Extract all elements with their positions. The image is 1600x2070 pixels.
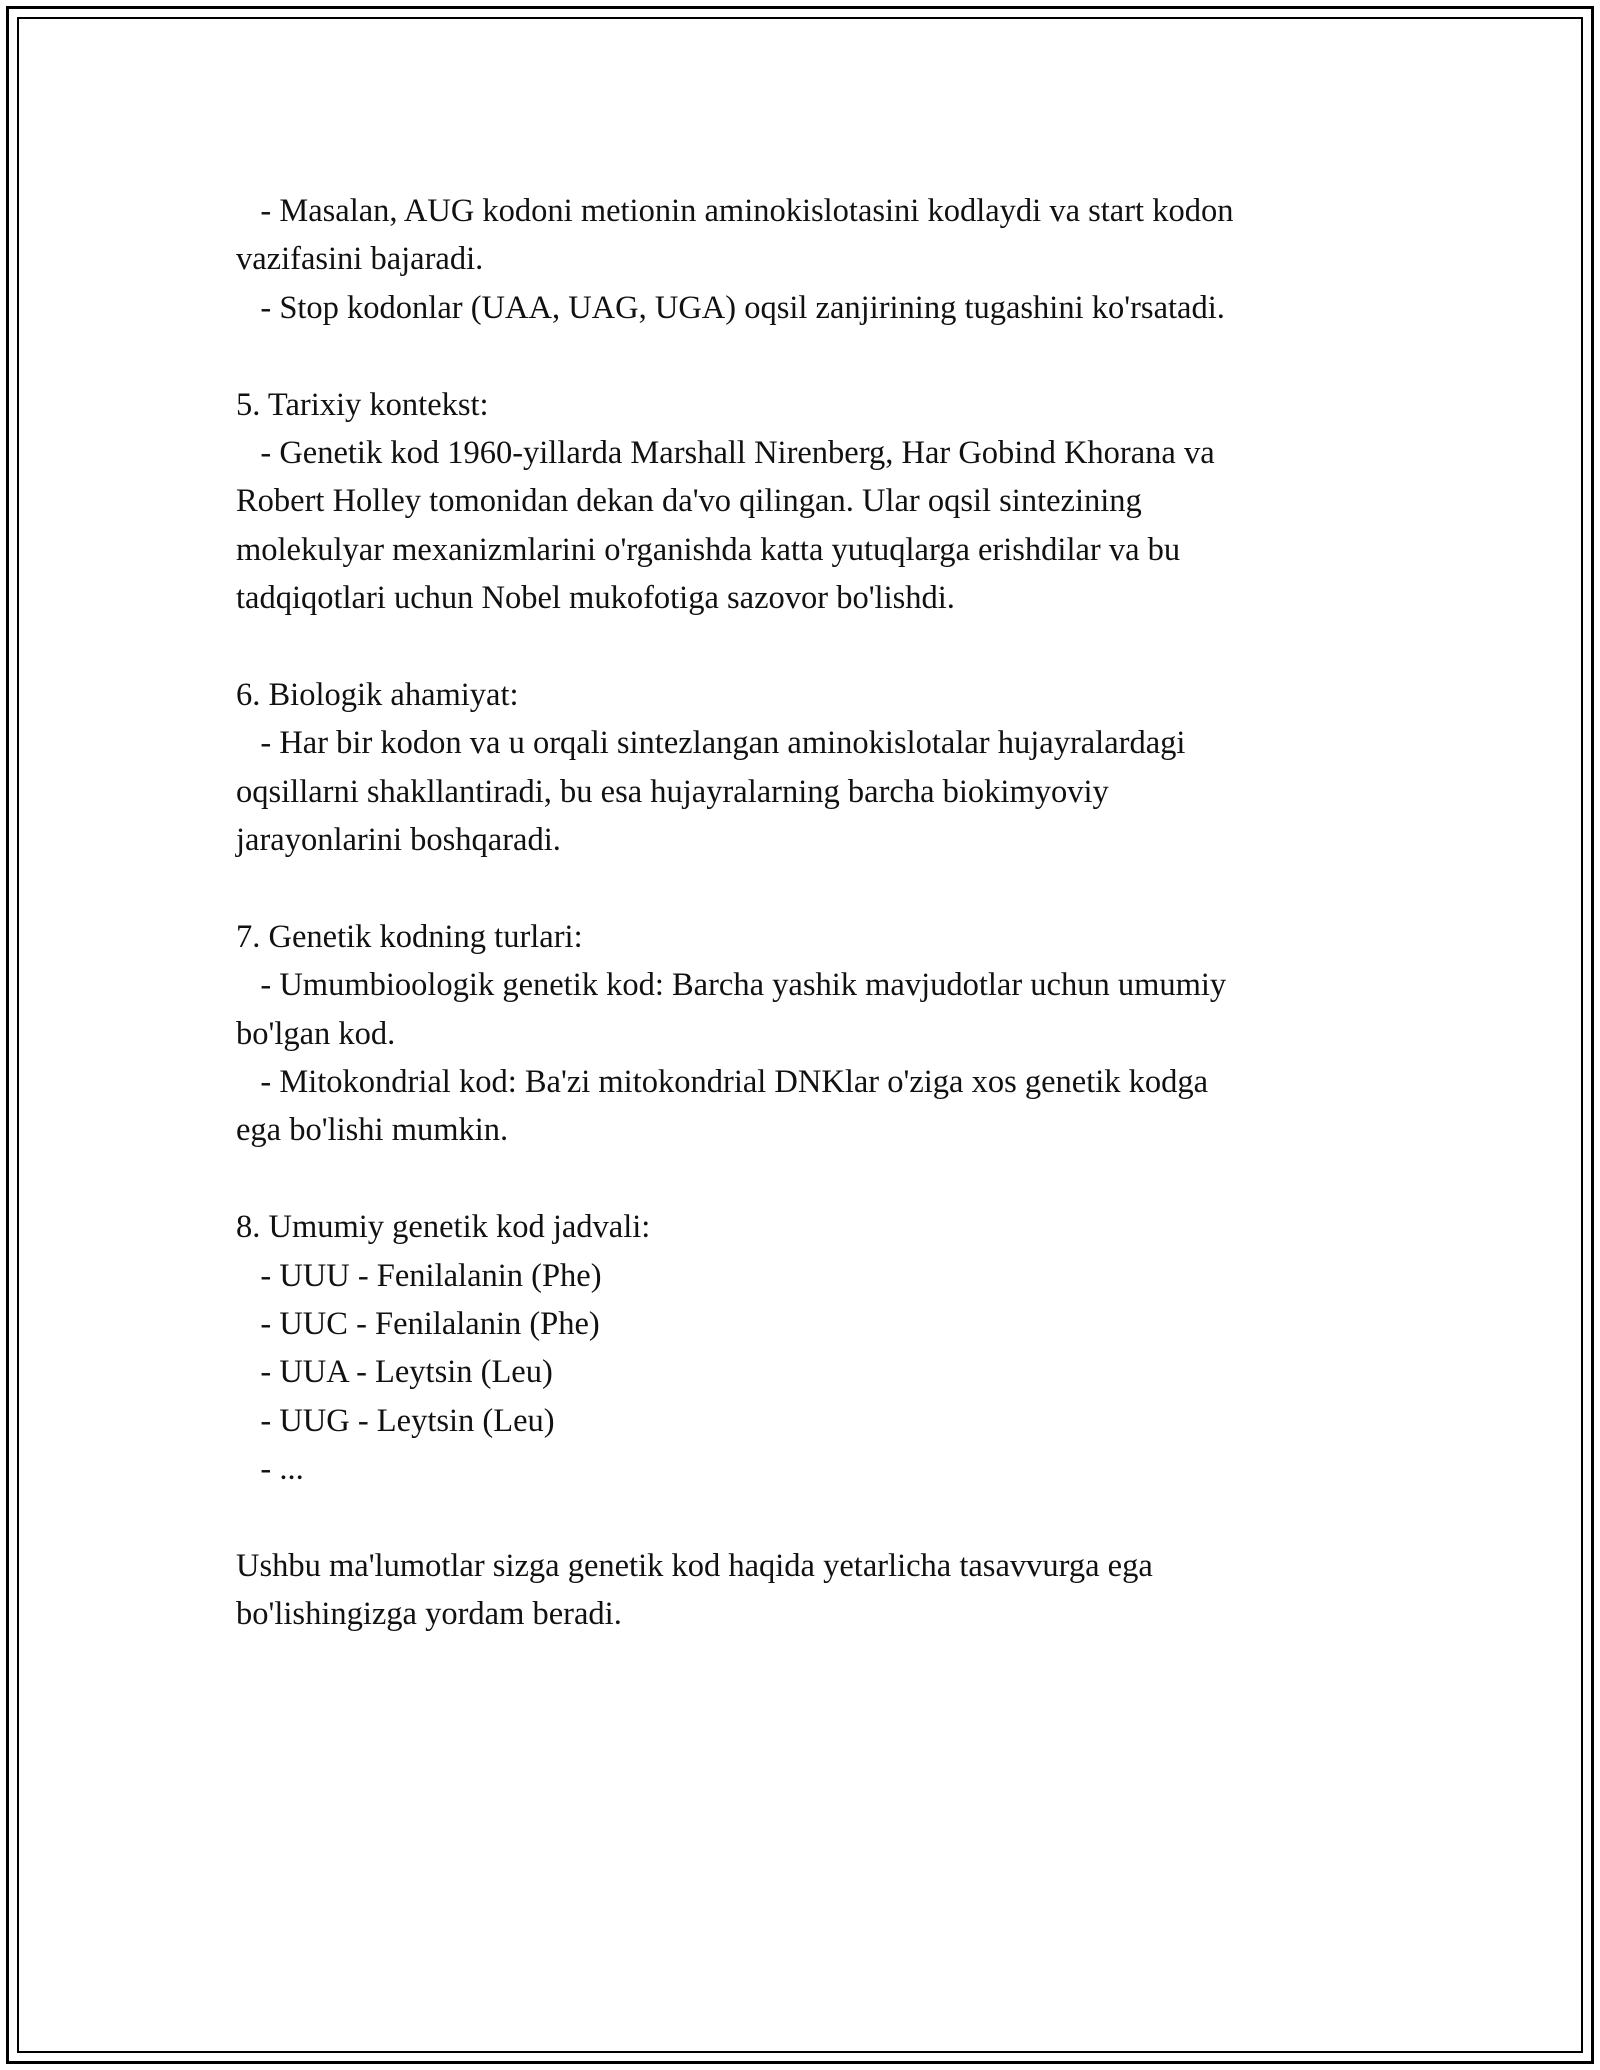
text-line: - Masalan, AUG kodoni metionin aminokislotasini kodlaydi va start kodon [236,193,1234,229]
section-heading: 5. Tarixiy kontekst: [236,386,489,423]
blank-line [236,864,1396,912]
blank-line [236,1494,1396,1542]
section-heading: 6. Biologik ahamiyat: [236,676,519,713]
text-line: molekulyar mexanizmlarini o'rganishda katta yutuqlarga erishdilar va bu [236,531,1181,568]
text-line: oqsillarni shakllantiradi, bu esa hujayralarning barcha biokimyoviy [236,773,1109,810]
section-heading: 8. Umumiy genetik kod jadvali: [236,1209,651,1246]
document-body [236,187,1396,1639]
text-line: - Umumbioologik genetik kod: Barcha yashik mavjudotlar uchun umumiy [236,967,1227,1004]
text-line: bo'lgan kod. [236,1015,396,1052]
section-heading: 7. Genetik kodning turlari: [236,918,583,955]
text-line: vazifasini bajaradi. [236,241,484,278]
blank-line [236,1155,1396,1203]
closing-text-line: bo'lishingizga yordam beradi. [236,1596,622,1633]
text-line: - Genetik kod 1960-yillarda Marshall Nirenberg, Har Gobind Khorana va [236,434,1215,471]
text-line: - Stop kodonlar (UAA, UAG, UGA) oqsil zanjirining tugashini ko'rsatadi. [236,289,1225,326]
closing-text-line: Ushbu ma'lumotlar sizga genetik kod haqida yetarlicha tasavvurga ega [236,1547,1153,1584]
text-line: - Har bir kodon va u orqali sintezlangan aminokislotalar hujayralardagi [236,725,1186,762]
codon-list-item: - UUG - Leytsin (Leu) [236,1402,555,1439]
blank-line [236,623,1396,671]
codon-list-item: - UUU - Fenilalanin (Phe) [236,1257,602,1294]
codon-list-item: - UUA - Leytsin (Leu) [236,1354,553,1391]
text-line: tadqiqotlari uchun Nobel mukofotiga sazovor bo'lishdi. [236,580,955,617]
codon-list-item: - UUC - Fenilalanin (Phe) [236,1305,600,1342]
codon-list-item: - ... [236,1451,304,1488]
text-line: jarayonlarini boshqaradi. [236,822,561,859]
text-line: Robert Holley tomonidan dekan da'vo qilingan. Ular oqsil sintezining [236,483,1142,520]
blank-line [236,332,1396,380]
text-line: ega bo'lishi mumkin. [236,1112,509,1149]
text-line: - Mitokondrial kod: Ba'zi mitokondrial DNKlar o'ziga xos genetik kodga [236,1064,1209,1101]
